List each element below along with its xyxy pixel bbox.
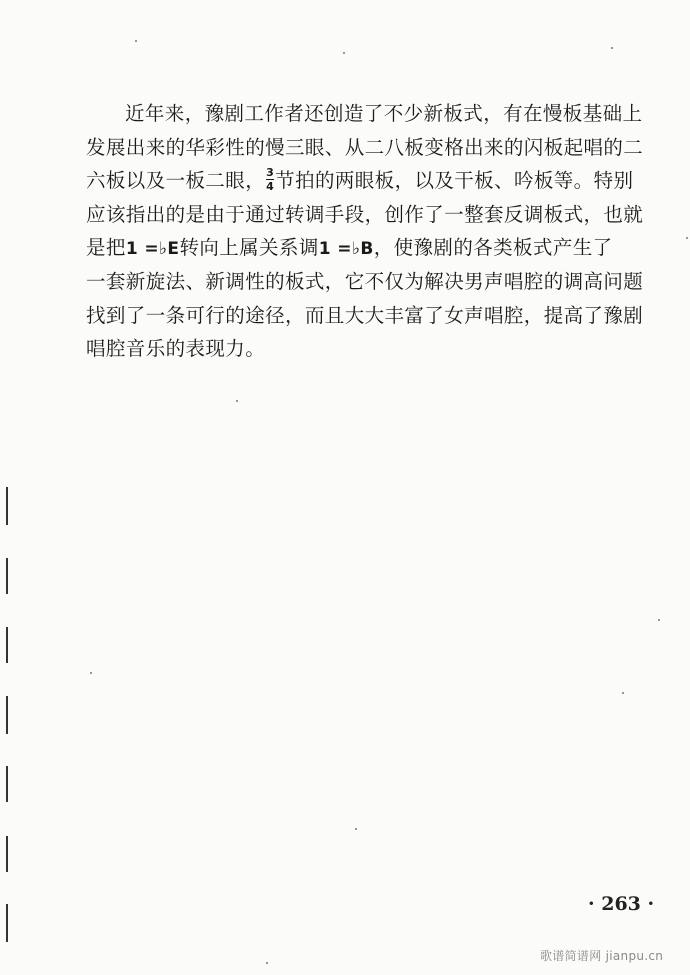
scan-speck [622, 692, 624, 694]
binding-mark [6, 627, 8, 663]
text-line-6: 一套新旋法、新调性的板式，它不仅为解决男声唱腔的调高问题 [86, 269, 644, 293]
scan-speck [355, 828, 357, 830]
scan-speck [658, 619, 660, 621]
scan-speck [266, 962, 268, 964]
binding-mark [6, 558, 8, 594]
text-line-3-end: 节拍的两眼板，以及干板、吟板等。特别 [275, 169, 634, 193]
site-watermark: 歌谱简谱网 jianpu.cn [540, 949, 664, 963]
text-line-3-start: 六板以及一板二眼， [86, 169, 266, 193]
text-line-5-start: 是把 [86, 236, 126, 260]
binding-mark [6, 766, 8, 802]
text-line-5 [86, 231, 671, 265]
text-line-3 [86, 164, 671, 198]
text-line-5-end: ，使豫剧的各类板式产生了 [373, 236, 613, 260]
scan-speck [90, 672, 92, 674]
text-line-1: 近年来，豫剧工作者还创造了不少新板式，有在慢板基础上 [125, 102, 643, 125]
binding-mark [6, 904, 8, 942]
scan-speck [686, 237, 688, 239]
text-line-7: 找到了一条可行的途径，而且大大丰富了女声唱腔，提高了豫剧 [86, 303, 644, 327]
binding-mark [6, 487, 8, 525]
binding-mark [6, 696, 8, 734]
time-signature [266, 167, 274, 192]
key-signature-to: 1 =♭B [318, 239, 374, 260]
scan-speck [343, 52, 345, 54]
time-signature-denominator: 4 [266, 180, 275, 194]
time-signature-numerator: 3 [266, 166, 275, 180]
text-line-5-middle: 转向上属关系调 [179, 236, 319, 260]
scan-speck [135, 40, 137, 42]
binding-mark [6, 836, 8, 872]
scan-speck [611, 47, 613, 49]
key-signature-from: 1 =♭E [125, 239, 180, 260]
text-line-4: 应该指出的是由于通过转调手段，创作了一整套反调板式，也就 [86, 202, 644, 226]
body-paragraph [86, 97, 671, 366]
page-number: · 263 · [588, 893, 655, 915]
scan-speck [236, 400, 238, 402]
text-line-2: 发展出来的华彩性的慢三眼、从二八板变格出来的闪板起唱的二 [86, 135, 644, 159]
text-line-8: 唱腔音乐的表现力。 [86, 337, 266, 361]
